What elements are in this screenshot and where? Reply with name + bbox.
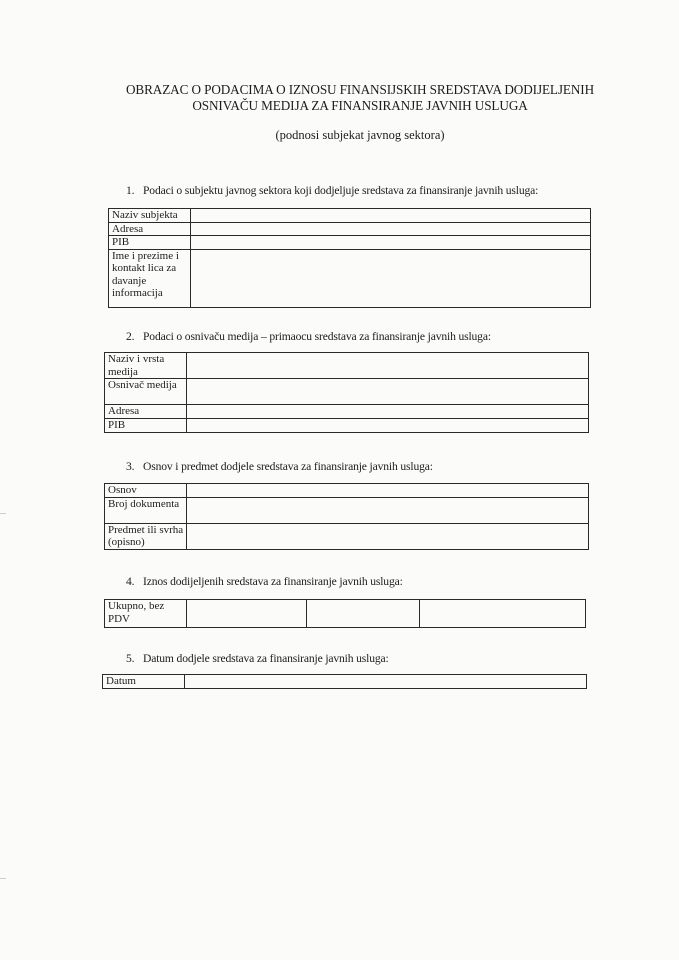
section-number: 2.	[126, 330, 135, 343]
label-ukupno-bez-pdv: Ukupno, bez PDV	[105, 600, 187, 628]
scan-edge-mark	[0, 878, 6, 879]
section-5-heading	[126, 652, 389, 665]
field-predmet-svrha[interactable]	[187, 523, 589, 549]
section-heading-text: Iznos dodijeljenih sredstava za finansiranje javnih usluga:	[143, 575, 403, 588]
field-naziv-subjekta[interactable]	[191, 209, 591, 223]
section-heading-text: Datum dodjele sredstava za finansiranje javnih usluga:	[143, 652, 389, 665]
document-subtitle: (podnosi subjekat javnog sektora)	[275, 128, 445, 142]
document-title	[80, 82, 640, 114]
section-2-table	[104, 352, 589, 433]
label-adresa: Adresa	[109, 222, 191, 236]
section-heading-text: Podaci o subjektu javnog sektora koji dodjeljuje sredstava za finansiranje javnih usluga:	[143, 184, 539, 197]
label-naziv-vrsta-medija: Naziv i vrsta medija	[105, 353, 187, 379]
label-pib: PIB	[109, 236, 191, 250]
section-heading-text: Podaci o osnivaču medija – primaocu sredstava za finansiranje javnih usluga:	[143, 330, 491, 343]
label-osnivac-medija: Osnivač medija	[105, 379, 187, 405]
section-1-table	[108, 208, 591, 308]
label-naziv-subjekta: Naziv subjekta	[109, 209, 191, 223]
label-kontakt-lice: Ime i prezime i kontakt lica za davanje informacija	[109, 249, 191, 307]
field-pib[interactable]	[191, 236, 591, 250]
label-osnov: Osnov	[105, 484, 187, 498]
field-datum[interactable]	[185, 675, 587, 689]
field-broj-dokumenta[interactable]	[187, 497, 589, 523]
section-number: 1.	[126, 184, 135, 197]
section-number: 5.	[126, 652, 135, 665]
section-3-heading	[126, 460, 433, 473]
field-naziv-vrsta-medija[interactable]	[187, 353, 589, 379]
section-1-heading	[126, 184, 538, 197]
field-kontakt-lice[interactable]	[191, 249, 591, 307]
field-iznos-1[interactable]	[187, 600, 307, 628]
field-pib[interactable]	[187, 419, 589, 433]
title-line-1: OBRAZAC O PODACIMA O IZNOSU FINANSIJSKIH SREDSTAVA DODIJELJENIH	[125, 82, 595, 97]
section-3-table	[104, 483, 589, 550]
label-predmet-svrha: Predmet ili svrha (opisno)	[105, 523, 187, 549]
section-number: 3.	[126, 460, 135, 473]
label-pib: PIB	[105, 419, 187, 433]
label-datum: Datum	[103, 675, 185, 689]
label-broj-dokumenta: Broj dokumenta	[105, 497, 187, 523]
field-iznos-3[interactable]	[420, 600, 586, 628]
field-osnivac-medija[interactable]	[187, 379, 589, 405]
section-heading-text: Osnov i predmet dodjele sredstava za finansiranje javnih usluga:	[143, 460, 433, 473]
field-adresa[interactable]	[191, 222, 591, 236]
title-line-2: OSNIVAČU MEDIJA ZA FINANSIRANJE JAVNIH USLUGA	[192, 98, 528, 113]
section-number: 4.	[126, 575, 135, 588]
label-adresa: Adresa	[105, 405, 187, 419]
section-2-heading	[126, 330, 491, 343]
section-4-table	[104, 599, 586, 628]
field-osnov[interactable]	[187, 484, 589, 498]
section-5-table	[102, 674, 587, 689]
section-4-heading	[126, 575, 403, 588]
field-iznos-2[interactable]	[307, 600, 420, 628]
field-adresa[interactable]	[187, 405, 589, 419]
scan-edge-mark	[0, 513, 6, 514]
